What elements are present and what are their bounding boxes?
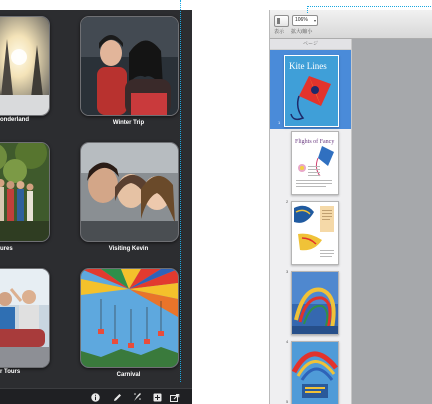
photo-albums-window: [0, 10, 192, 404]
pdf-toolbar: [270, 10, 432, 39]
chevron-down-icon: ▾: [313, 18, 316, 23]
pdf-viewer-window: [269, 10, 432, 404]
page-number: 5: [286, 399, 289, 404]
album-thumbnail[interactable]: [80, 16, 179, 116]
album-title: Carnival: [116, 372, 141, 378]
callout-line: [180, 0, 181, 382]
album-visiting-kevin[interactable]: [80, 142, 178, 252]
display-label: 表示: [274, 29, 285, 35]
album-title: Winter Trip: [112, 120, 145, 126]
album-thumbnail[interactable]: [0, 268, 50, 368]
sidebar-header: ページ: [270, 39, 351, 50]
plus-icon[interactable]: [152, 392, 162, 402]
album-title: r Tours: [0, 369, 21, 375]
album-wonderland[interactable]: [0, 16, 52, 126]
page-thumbnail-sidebar[interactable]: [270, 39, 352, 404]
page-thumbnail[interactable]: [291, 131, 339, 195]
page-thumbnail[interactable]: [284, 55, 339, 127]
info-icon[interactable]: [90, 392, 100, 402]
album-title: ures: [0, 246, 13, 252]
page-number: 2: [286, 199, 289, 204]
album-tours[interactable]: [0, 268, 52, 378]
page-title: Flights of Fancy: [295, 139, 335, 145]
album-thumbnail[interactable]: [0, 16, 50, 116]
share-icon[interactable]: [170, 392, 180, 402]
callout-line: [307, 6, 432, 13]
brush-icon[interactable]: [132, 392, 142, 402]
zoom-label: 拡大/縮小: [291, 29, 313, 35]
page-number: 1: [278, 120, 281, 125]
sidebar-icon: [277, 18, 280, 24]
album-winter-trip[interactable]: [80, 16, 178, 126]
page-thumbnail[interactable]: [291, 271, 339, 335]
page-title: Kite Lines: [289, 61, 327, 71]
zoom-value: 106%: [295, 17, 308, 23]
album-title: Visiting Kevin: [108, 246, 149, 252]
page-number: 3: [286, 269, 289, 274]
album-thumbnail[interactable]: [0, 142, 50, 242]
album-thumbnail[interactable]: [80, 142, 179, 242]
album-adventures[interactable]: [0, 142, 52, 252]
pencil-icon[interactable]: [112, 392, 122, 402]
page-thumbnail[interactable]: [291, 341, 339, 404]
pdf-document-area[interactable]: [352, 39, 432, 404]
zoom-select[interactable]: [292, 15, 318, 26]
photo-toolbar: [0, 388, 192, 404]
sidebar-toggle-button[interactable]: [274, 15, 289, 27]
page-number: 4: [286, 339, 289, 344]
page-thumbnail[interactable]: [291, 201, 339, 265]
album-thumbnail[interactable]: [80, 268, 179, 368]
album-carnival[interactable]: [80, 268, 178, 378]
album-title: onderland: [0, 117, 30, 123]
